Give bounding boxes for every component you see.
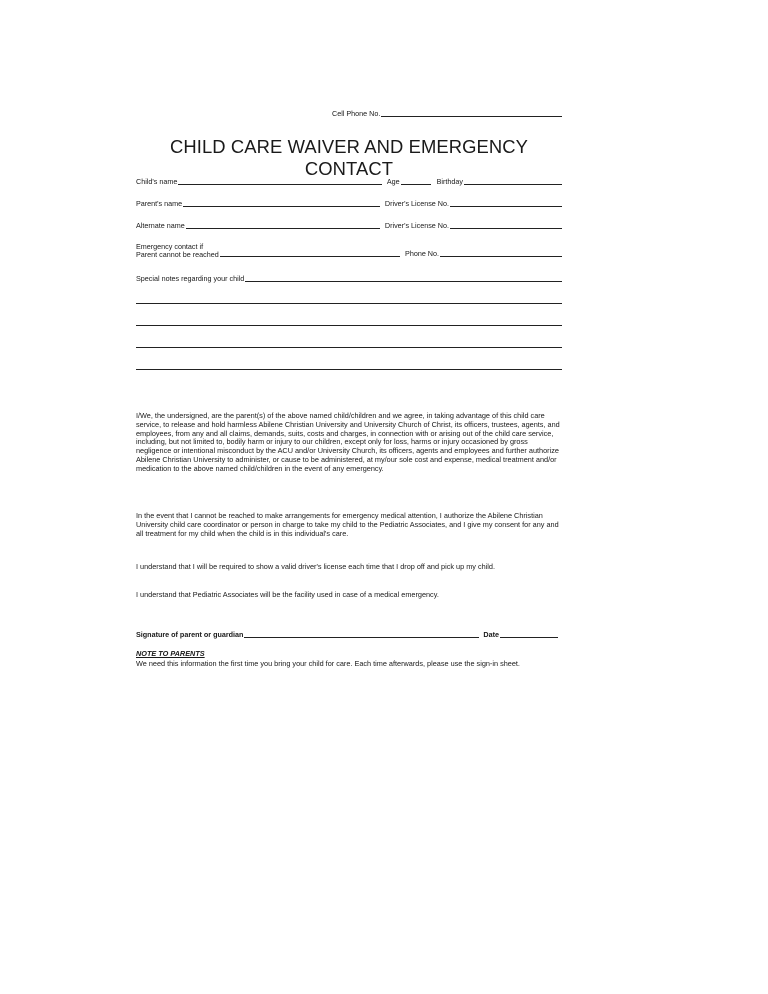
note-text: We need this information the first time you bring your child for care. Each time afterwards, please use the sign-in sheet. — [136, 659, 520, 668]
license-paragraph: I understand that I will be required to show a valid driver's license each time that I drop off and pick up my child. — [136, 562, 495, 571]
facility-paragraph: I understand that Pediatric Associates will be the facility used in case of a medical emergency. — [136, 590, 439, 599]
special-notes-line-2[interactable] — [136, 303, 562, 304]
emergency-label-line2: Parent cannot be reached — [136, 249, 219, 259]
age-label: Age — [386, 177, 400, 186]
child-name-row — [136, 177, 562, 186]
cell-phone-row — [332, 109, 562, 118]
childs-name-label: Child's name — [136, 177, 178, 186]
alternate-name-label: Alternate name — [136, 221, 185, 230]
special-notes-line-4[interactable] — [136, 347, 562, 348]
emergency-contact-label — [136, 243, 219, 258]
emergency-contact-field[interactable] — [220, 256, 400, 257]
signature-field[interactable] — [244, 637, 479, 638]
parents-name-label: Parent's name — [136, 199, 183, 208]
alternate-name-field[interactable] — [186, 228, 380, 229]
parent-name-row — [136, 199, 562, 208]
alternate-name-row — [136, 221, 562, 230]
drivers-license-label-2: Driver's License No. — [384, 221, 449, 230]
note-heading — [136, 650, 564, 659]
birthday-label: Birthday — [436, 177, 463, 186]
birthday-field[interactable] — [464, 184, 562, 185]
phone-label: Phone No. — [405, 249, 439, 259]
emergency-consent-paragraph: In the event that I cannot be reached to make arrangements for emergency medical attention, I authorize the Abilene Christian University child care coordinator or person in charge to take my child to the Pediatric Associates, and I give my consent for any and all treatment for my child when the child is in this individual's care. — [136, 511, 559, 538]
cell-phone-field[interactable] — [381, 116, 562, 117]
drivers-license-label: Driver's License No. — [384, 199, 449, 208]
special-notes-line-5[interactable] — [136, 369, 562, 370]
age-field[interactable] — [401, 184, 431, 185]
note-heading-text: NOTE TO PARENTS — [136, 649, 205, 658]
special-notes-row — [136, 274, 562, 283]
signature-row — [136, 630, 558, 639]
signature-label: Signature of parent or guardian — [136, 630, 244, 639]
date-label: Date — [483, 630, 499, 639]
childs-name-field[interactable] — [178, 184, 382, 185]
drivers-license-field-2[interactable] — [450, 228, 562, 229]
special-notes-field[interactable] — [245, 281, 562, 282]
emergency-contact-row — [136, 243, 562, 258]
special-notes-label: Special notes regarding your child — [136, 274, 245, 283]
cell-phone-label: Cell Phone No. — [332, 109, 381, 118]
page-title: CHILD CARE WAIVER AND EMERGENCY CONTACT — [169, 136, 529, 179]
emergency-label-line1: Emergency contact if — [136, 242, 204, 251]
parents-name-field[interactable] — [183, 206, 380, 207]
drivers-license-field[interactable] — [450, 206, 562, 207]
phone-field[interactable] — [440, 256, 562, 257]
release-paragraph: I/We, the undersigned, are the parent(s) of the above named child/children and we agree, in taking advantage of this child care service, to release and hold harmless Abilene Christian University and University Church of Christ, its officers, trustees, agents, and employees, from any and all claims, demands, suits, costs and charges, in connection with or arising out of the child care service, including, but not limited to, bodily harm or injury to our children, except only for loss, harms or injury occasioned by gross negligence or intentional misconduct by the ACU and/or University Church, its officers, agents and employees and further authorize Abilene Christian University to administer, or cause to be administered, at my/our sole cost and expense, medical treatment and/or medication to the above named child/children in the event of any emergency. — [136, 411, 560, 473]
date-field[interactable] — [500, 637, 558, 638]
special-notes-line-3[interactable] — [136, 325, 562, 326]
